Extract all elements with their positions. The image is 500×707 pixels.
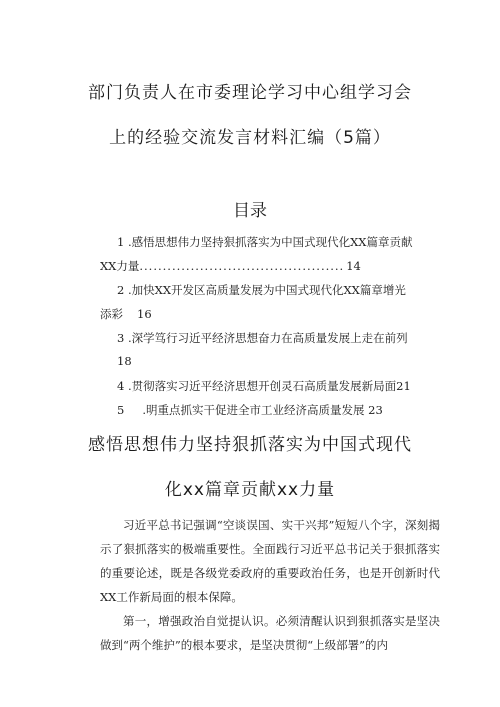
toc-entry-1-page: 14	[346, 259, 361, 273]
toc-entry-5-text: .明重点抓实干促进全市工业经济高质量发展 23	[142, 403, 383, 417]
toc-entry-2-text: 添彩	[100, 307, 123, 321]
toc-entry-2-line-1[interactable]: 2 .加快XX开发区高质量发展为中国式现代化XX篇章增光	[117, 283, 406, 297]
toc-heading: 目录	[233, 201, 267, 221]
document-title-line-1: 部门负责人在市委理论学习中心组学习会	[88, 83, 412, 103]
section-title-line-2: 化xx篇章贡献xx力量	[164, 480, 336, 500]
section-title-line-1: 感悟思想伟力坚持狠抓落实为中国式现代	[88, 435, 412, 455]
document-title-line-2: 上的经验交流发言材料汇编（5篇）	[109, 128, 391, 148]
body-paragraph-2: 第一，增强政治自觉提认识。必须清醒认识到狠抓落实是坚决做到“两个维护”的根本要求，是坚决贯彻“上级部署”的内	[100, 614, 440, 652]
toc-entry-3-line-1[interactable]: 3 .深学笃行习近平经济思想奋力在高质量发展上走在前列	[117, 331, 408, 345]
toc-entry-5[interactable]	[117, 402, 383, 418]
body-paragraph-1: 习近平总书记强调“空谈误国、实干兴邦”短短八个字，深刻揭示了狠抓落实的极端重要性。全面践行习近平总书记关于狠抓落实的重要论述，既是各级党委政府的重要政治任务，也是开创新时代XX工作新局面的根本保障。	[100, 518, 440, 604]
toc-entry-3-page[interactable]: 18	[117, 354, 132, 368]
toc-entry-4[interactable]: 4 .贯彻落实习近平经济思想开创灵石高质量发展新局面21	[117, 379, 411, 393]
toc-leader-dots: ............................................	[139, 259, 345, 273]
toc-entry-1-text: XX力量	[100, 259, 140, 273]
toc-entry-1-line-2[interactable]	[100, 258, 361, 274]
toc-entry-2-line-2[interactable]	[100, 306, 152, 322]
toc-entry-5-number: 5	[117, 403, 125, 417]
toc-entry-1-line-1[interactable]: 1 .感悟思想伟力坚持狠抓落实为中国式现代化XX篇章贡献	[117, 235, 413, 249]
toc-entry-2-page: 16	[137, 307, 152, 321]
